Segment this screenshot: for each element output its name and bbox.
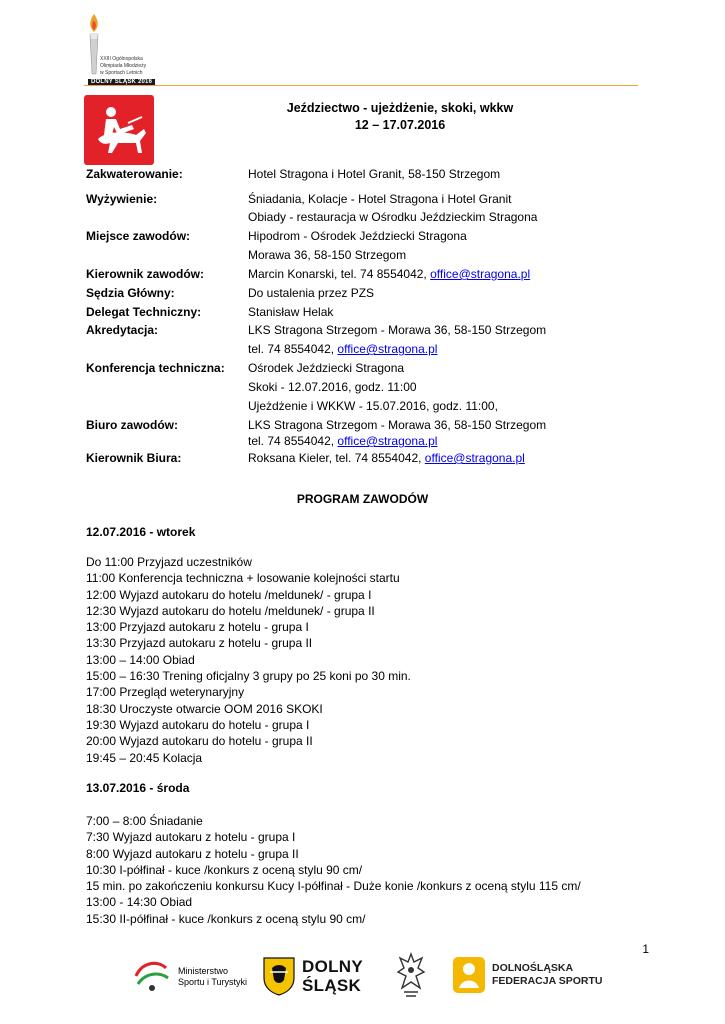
value-office-head [248,449,525,467]
logo-text-line: Olimpiada Młodzieży [100,63,147,69]
manager-email-link[interactable]: office@stragona.pl [430,267,531,281]
header-divider [84,85,638,86]
event-dates: 12 – 17.07.2016 [354,118,446,132]
office-phone: tel. 74 8554042, [248,434,338,448]
value-manager [248,265,530,283]
schedule-item: 10:30 I-półfinał - kuce /konkurs z oceną stylu 90 cm/ [86,862,363,877]
value-catering-line1: Śniadania, Kolacje - Hotel Stragona i Hotel Granit [248,192,512,206]
schedule-item: 19:30 Wyjazd autokaru do hotelu - grupa I [86,717,310,732]
day1-schedule [86,554,411,766]
schedule-item: 19:45 – 20:45 Kolacja [86,750,203,765]
federation-logo [452,950,602,1000]
eagle-emblem-icon [394,950,428,1000]
dolny-line1: DOLNY [302,957,363,976]
federation-line1: DOLNOŚLĄSKA [492,962,574,974]
ministry-logo [132,950,248,1000]
federation-emblem-icon [452,956,486,994]
schedule-item: 12:30 Wyjazd autokaru do hotelu /meldunek/ - grupa II [86,603,375,618]
schedule-item: 15 min. po zakończeniu konkursu Kucy I-półfinał - Duże konie /konkurs z oceną stylu 115 cm/ [86,879,581,894]
label-venue: Miejsce zawodów: [86,229,191,243]
program-title: PROGRAM ZAWODÓW [296,492,429,506]
logo-text-line: w Sportach Letnich [100,70,143,76]
value-venue-line2: Morawa 36, 58-150 Strzegom [248,248,407,262]
accreditation-phone: tel. 74 8554042, [248,342,338,356]
label-accreditation: Akredytacja: [86,323,159,337]
federation-line2: FEDERACJA SPORTU [492,975,603,987]
schedule-item: 18:30 Uroczyste otwarcie OOM 2016 SKOKI [86,701,323,716]
label-office: Biuro zawodów: [86,418,178,432]
label-judge: Sędzia Główny: [86,286,175,300]
label-office-head: Kierownik Biura: [86,451,182,465]
label-delegate: Delegat Techniczny: [86,305,202,319]
logo-brand: DOLNY ŚLĄSK 2016 [88,79,155,85]
schedule-item: 12:00 Wyjazd autokaru do hotelu /meldunek/ - grupa I [86,587,372,602]
accreditation-email-link[interactable]: office@stragona.pl [337,342,438,356]
logo-text-line: XXIII Ogólnopolska [100,56,143,62]
value-conference-line3: Ujeżdżenie i WKKW - 15.07.2016, godz. 11:00, [248,399,498,413]
value-accommodation: Hotel Stragona i Hotel Granit, 58-150 Strzegom [248,167,501,181]
schedule-item: 17:00 Przegląd weterynaryjny [86,685,245,700]
day1-heading: 12.07.2016 - wtorek [86,525,196,539]
equestrian-icon [84,95,154,165]
office-head-contact: Roksana Kieler, tel. 74 8554042, [248,451,425,465]
ministry-emblem-icon [132,954,172,994]
label-accommodation: Zakwaterowanie: [86,167,183,181]
schedule-item: 20:00 Wyjazd autokaru do hotelu - grupa II [86,734,313,749]
label-manager: Kierownik zawodów: [86,267,205,281]
office-head-email-link[interactable]: office@stragona.pl [424,451,525,465]
schedule-item: 7:00 – 8:00 Śniadanie [86,814,203,828]
schedule-item: 15:00 – 16:30 Trening oficjalny 3 grupy po 25 koni po 30 min. [86,669,411,684]
dolny-line2: ŚLĄSK [302,976,362,995]
schedule-item: 13:00 – 14:00 Obiad [86,652,195,667]
label-conference: Konferencja techniczna: [86,361,225,375]
olympiad-logo [84,12,170,88]
schedule-item: 15:30 II-półfinał - kuce /konkurs z oceną stylu 90 cm/ [86,911,366,926]
value-accreditation-line1: LKS Stragona Strzegom - Morawa 36, 58-150 Strzegom [248,323,547,337]
coat-of-arms-icon [262,956,296,996]
value-catering-line2: Obiady - restauracja w Ośrodku Jeździeckim Stragona [248,210,538,224]
page-number: 1 [642,942,649,956]
day2-schedule [86,813,581,927]
document-title: Jeździectwo - ujeżdżenie, skoki, wkkw [286,101,514,115]
value-office-line2 [248,432,437,450]
value-venue-line1: Hipodrom - Ośrodek Jeździecki Stragona [248,229,467,243]
value-accreditation-line2 [248,340,437,358]
schedule-item: 7:30 Wyjazd autokaru z hotelu - grupa I [86,830,296,845]
schedule-item: 13:30 Przyjazd autokaru z hotelu - grupa II [86,636,313,651]
value-judge: Do ustalenia przez PZS [248,286,375,300]
day2-heading: 13.07.2016 - środa [86,781,190,795]
value-conference-line1: Ośrodek Jeździecki Stragona [248,361,405,375]
value-conference-line2: Skoki - 12.07.2016, godz. 11:00 [248,380,417,394]
schedule-item: 13:00 - 14:30 Obiad [86,895,193,910]
dolny-slask-logo [262,950,372,1000]
ministry-line2: Sportu i Turystyki [178,977,248,987]
schedule-item: 11:00 Konferencja techniczna + losowanie kolejności startu [86,571,400,586]
ministry-line1: Ministerstwo [178,966,229,976]
label-catering: Wyżywienie: [86,192,158,206]
office-email-link[interactable]: office@stragona.pl [337,434,438,448]
schedule-item: 13:00 Przyjazd autokaru z hotelu - grupa I [86,620,309,635]
value-office-line1: LKS Stragona Strzegom - Morawa 36, 58-150 Strzegom [248,418,547,432]
manager-contact: Marcin Konarski, tel. 74 8554042, [248,267,431,281]
schedule-item: Do 11:00 Przyjazd uczestników [86,555,252,569]
value-delegate: Stanisław Helak [248,305,334,319]
olympic-committee-logo [394,950,428,1000]
schedule-item: 8:00 Wyjazd autokaru z hotelu - grupa II [86,846,299,861]
